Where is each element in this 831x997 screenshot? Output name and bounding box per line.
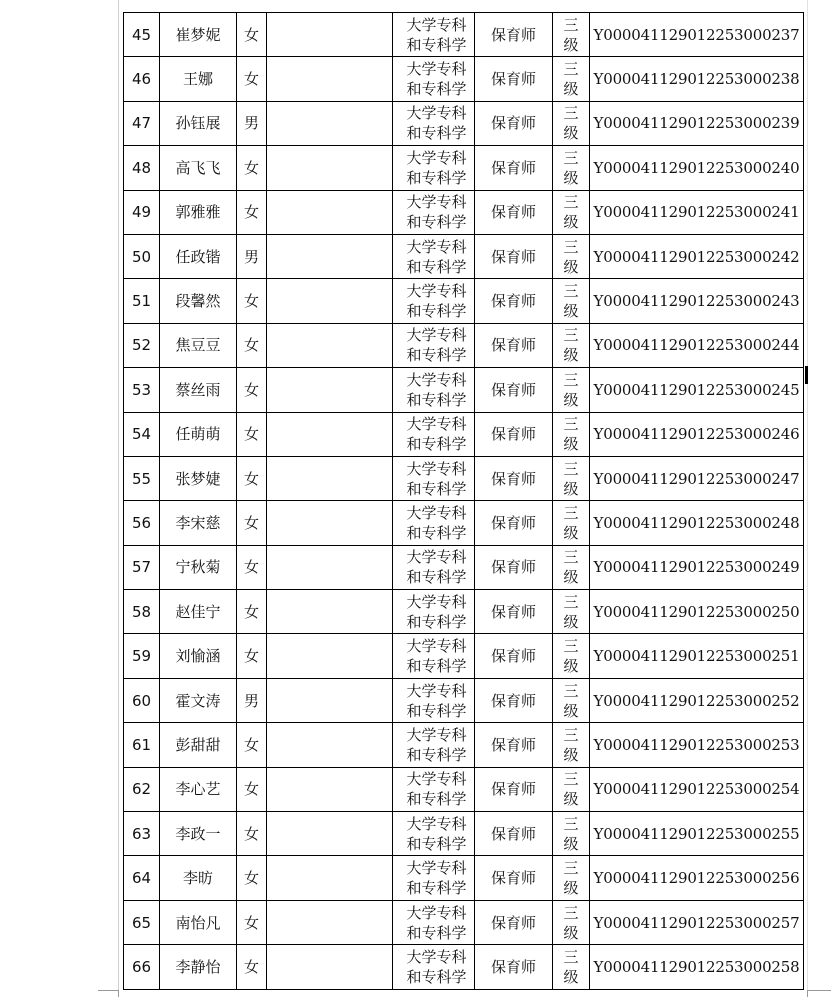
row-number-cell: 49 xyxy=(124,190,160,234)
education-cell xyxy=(393,101,475,145)
table-row xyxy=(124,190,804,234)
education-line: 大学专科 xyxy=(406,237,467,256)
education-cell xyxy=(393,900,475,944)
table-row xyxy=(124,590,804,634)
occupation-cell: 保育师 xyxy=(475,234,553,278)
education-line: 大学专科 xyxy=(406,592,467,611)
row-number-cell: 55 xyxy=(124,456,160,500)
gender-cell: 女 xyxy=(237,501,267,545)
education-line: 大学专科 xyxy=(406,326,467,345)
table-row xyxy=(124,368,804,412)
row-number-cell: 60 xyxy=(124,678,160,722)
level-character: 级 xyxy=(563,967,579,986)
education-line: 大学专科 xyxy=(406,104,467,123)
name-cell: 段馨然 xyxy=(160,279,237,323)
level-character: 三 xyxy=(563,370,579,389)
certificate-number-cell: Y000041129012253000238 xyxy=(590,57,804,101)
name-cell: 崔梦妮 xyxy=(160,13,237,57)
education-line: 大学专科 xyxy=(406,814,467,833)
level-character: 三 xyxy=(563,814,579,833)
name-cell: 王娜 xyxy=(160,57,237,101)
level-character: 级 xyxy=(563,879,579,898)
level-cell xyxy=(553,146,590,190)
education-cell xyxy=(393,945,475,989)
level-character: 级 xyxy=(563,257,579,276)
empty-cell xyxy=(267,856,393,900)
name-cell: 南怡凡 xyxy=(160,900,237,944)
gender-cell: 女 xyxy=(237,945,267,989)
level-cell xyxy=(553,412,590,456)
education-line: 大学专科 xyxy=(406,503,467,522)
gender-cell: 女 xyxy=(237,57,267,101)
row-number-cell: 47 xyxy=(124,101,160,145)
empty-cell xyxy=(267,146,393,190)
certificate-number-cell: Y000041129012253000247 xyxy=(590,456,804,500)
level-cell xyxy=(553,501,590,545)
occupation-cell: 保育师 xyxy=(475,190,553,234)
certificate-number-cell: Y000041129012253000248 xyxy=(590,501,804,545)
certificate-roster-table xyxy=(123,12,804,990)
level-cell xyxy=(553,856,590,900)
education-line: 和专科学 xyxy=(406,879,467,898)
education-line: 大学专科 xyxy=(406,282,467,301)
table-row xyxy=(124,545,804,589)
empty-cell xyxy=(267,456,393,500)
occupation-cell: 保育师 xyxy=(475,723,553,767)
certificate-number-cell: Y000041129012253000258 xyxy=(590,945,804,989)
gender-cell: 女 xyxy=(237,368,267,412)
gender-cell: 女 xyxy=(237,323,267,367)
name-cell: 李静怡 xyxy=(160,945,237,989)
name-cell: 孙钰展 xyxy=(160,101,237,145)
occupation-cell: 保育师 xyxy=(475,146,553,190)
education-line: 和专科学 xyxy=(406,790,467,809)
education-line: 和专科学 xyxy=(406,745,467,764)
education-line: 和专科学 xyxy=(406,124,467,143)
table-row xyxy=(124,501,804,545)
education-line: 和专科学 xyxy=(406,523,467,542)
level-character: 级 xyxy=(563,523,579,542)
name-cell: 彭甜甜 xyxy=(160,723,237,767)
education-line: 和专科学 xyxy=(406,435,467,454)
empty-cell xyxy=(267,767,393,811)
education-cell xyxy=(393,812,475,856)
level-character: 级 xyxy=(563,612,579,631)
level-cell xyxy=(553,634,590,678)
table-row xyxy=(124,856,804,900)
education-cell xyxy=(393,501,475,545)
certificate-number-cell: Y000041129012253000257 xyxy=(590,900,804,944)
level-character: 三 xyxy=(563,503,579,522)
name-cell: 李昉 xyxy=(160,856,237,900)
table-row xyxy=(124,456,804,500)
row-number-cell: 66 xyxy=(124,945,160,989)
level-character: 级 xyxy=(563,35,579,54)
gender-cell: 女 xyxy=(237,412,267,456)
table-row xyxy=(124,812,804,856)
name-cell: 张梦婕 xyxy=(160,456,237,500)
education-line: 和专科学 xyxy=(406,612,467,631)
level-cell xyxy=(553,678,590,722)
level-character: 级 xyxy=(563,923,579,942)
table-row xyxy=(124,900,804,944)
education-cell xyxy=(393,57,475,101)
gender-cell: 女 xyxy=(237,634,267,678)
empty-cell xyxy=(267,723,393,767)
education-line: 大学专科 xyxy=(406,15,467,34)
occupation-cell: 保育师 xyxy=(475,812,553,856)
table-row xyxy=(124,146,804,190)
level-character: 三 xyxy=(563,60,579,79)
education-cell xyxy=(393,590,475,634)
gender-cell: 女 xyxy=(237,856,267,900)
page-right-edge xyxy=(807,0,808,997)
education-cell xyxy=(393,678,475,722)
occupation-cell: 保育师 xyxy=(475,456,553,500)
certificate-number-cell: Y000041129012253000243 xyxy=(590,279,804,323)
row-number-cell: 53 xyxy=(124,368,160,412)
education-cell xyxy=(393,856,475,900)
gender-cell: 男 xyxy=(237,234,267,278)
empty-cell xyxy=(267,101,393,145)
education-cell xyxy=(393,545,475,589)
row-number-cell: 62 xyxy=(124,767,160,811)
table-row xyxy=(124,279,804,323)
level-character: 三 xyxy=(563,592,579,611)
row-number-cell: 45 xyxy=(124,13,160,57)
table-row xyxy=(124,678,804,722)
table-row xyxy=(124,634,804,678)
certificate-number-cell: Y000041129012253000250 xyxy=(590,590,804,634)
education-line: 和专科学 xyxy=(406,967,467,986)
level-character: 三 xyxy=(563,193,579,212)
occupation-cell: 保育师 xyxy=(475,368,553,412)
table-row xyxy=(124,412,804,456)
certificate-number-cell: Y000041129012253000254 xyxy=(590,767,804,811)
education-cell xyxy=(393,190,475,234)
occupation-cell: 保育师 xyxy=(475,323,553,367)
education-line: 大学专科 xyxy=(406,415,467,434)
level-character: 三 xyxy=(563,725,579,744)
certificate-number-cell: Y000041129012253000240 xyxy=(590,146,804,190)
occupation-cell: 保育师 xyxy=(475,856,553,900)
crop-mark-bottom-right-vertical xyxy=(807,990,808,997)
education-cell xyxy=(393,723,475,767)
row-number-cell: 63 xyxy=(124,812,160,856)
level-cell xyxy=(553,812,590,856)
education-line: 和专科学 xyxy=(406,568,467,587)
row-number-cell: 54 xyxy=(124,412,160,456)
level-character: 三 xyxy=(563,770,579,789)
certificate-number-cell: Y000041129012253000253 xyxy=(590,723,804,767)
certificate-number-cell: Y000041129012253000237 xyxy=(590,13,804,57)
level-cell xyxy=(553,945,590,989)
empty-cell xyxy=(267,368,393,412)
level-cell xyxy=(553,234,590,278)
name-cell: 焦豆豆 xyxy=(160,323,237,367)
gender-cell: 女 xyxy=(237,190,267,234)
table-row xyxy=(124,723,804,767)
row-number-cell: 48 xyxy=(124,146,160,190)
education-line: 大学专科 xyxy=(406,459,467,478)
level-character: 三 xyxy=(563,947,579,966)
level-character: 级 xyxy=(563,213,579,232)
education-cell xyxy=(393,456,475,500)
certificate-number-cell: Y000041129012253000242 xyxy=(590,234,804,278)
level-character: 级 xyxy=(563,834,579,853)
table-row xyxy=(124,945,804,989)
level-character: 级 xyxy=(563,390,579,409)
education-line: 大学专科 xyxy=(406,548,467,567)
text-cursor-marker xyxy=(805,366,808,384)
empty-cell xyxy=(267,323,393,367)
education-cell xyxy=(393,767,475,811)
level-character: 级 xyxy=(563,435,579,454)
education-line: 和专科学 xyxy=(406,479,467,498)
education-line: 和专科学 xyxy=(406,346,467,365)
level-cell xyxy=(553,723,590,767)
name-cell: 李心艺 xyxy=(160,767,237,811)
level-cell xyxy=(553,767,590,811)
level-character: 三 xyxy=(563,637,579,656)
name-cell: 任政锴 xyxy=(160,234,237,278)
empty-cell xyxy=(267,590,393,634)
level-cell xyxy=(553,590,590,634)
gender-cell: 女 xyxy=(237,590,267,634)
row-number-cell: 65 xyxy=(124,900,160,944)
education-line: 和专科学 xyxy=(406,168,467,187)
occupation-cell: 保育师 xyxy=(475,501,553,545)
name-cell: 蔡丝雨 xyxy=(160,368,237,412)
education-cell xyxy=(393,412,475,456)
education-line: 大学专科 xyxy=(406,903,467,922)
name-cell: 郭雅雅 xyxy=(160,190,237,234)
empty-cell xyxy=(267,900,393,944)
empty-cell xyxy=(267,545,393,589)
education-cell xyxy=(393,323,475,367)
empty-cell xyxy=(267,57,393,101)
empty-cell xyxy=(267,279,393,323)
certificate-number-cell: Y000041129012253000252 xyxy=(590,678,804,722)
education-line: 大学专科 xyxy=(406,947,467,966)
level-character: 级 xyxy=(563,302,579,321)
level-cell xyxy=(553,279,590,323)
gender-cell: 女 xyxy=(237,545,267,589)
education-cell xyxy=(393,279,475,323)
level-character: 级 xyxy=(563,346,579,365)
level-character: 级 xyxy=(563,701,579,720)
level-cell xyxy=(553,368,590,412)
occupation-cell: 保育师 xyxy=(475,13,553,57)
table-row xyxy=(124,57,804,101)
level-cell xyxy=(553,323,590,367)
page-left-edge xyxy=(118,0,119,997)
occupation-cell: 保育师 xyxy=(475,101,553,145)
level-character: 三 xyxy=(563,237,579,256)
level-cell xyxy=(553,57,590,101)
education-line: 大学专科 xyxy=(406,681,467,700)
gender-cell: 女 xyxy=(237,146,267,190)
roster-body xyxy=(124,13,804,990)
gender-cell: 男 xyxy=(237,678,267,722)
certificate-number-cell: Y000041129012253000246 xyxy=(590,412,804,456)
education-line: 和专科学 xyxy=(406,834,467,853)
name-cell: 赵佳宁 xyxy=(160,590,237,634)
empty-cell xyxy=(267,234,393,278)
education-line: 大学专科 xyxy=(406,725,467,744)
education-line: 大学专科 xyxy=(406,370,467,389)
level-character: 三 xyxy=(563,326,579,345)
name-cell: 高飞飞 xyxy=(160,146,237,190)
certificate-number-cell: Y000041129012253000239 xyxy=(590,101,804,145)
level-character: 级 xyxy=(563,479,579,498)
table-row xyxy=(124,234,804,278)
certificate-number-cell: Y000041129012253000256 xyxy=(590,856,804,900)
certificate-number-cell: Y000041129012253000255 xyxy=(590,812,804,856)
row-number-cell: 51 xyxy=(124,279,160,323)
level-character: 三 xyxy=(563,282,579,301)
education-line: 和专科学 xyxy=(406,701,467,720)
level-character: 级 xyxy=(563,568,579,587)
level-character: 级 xyxy=(563,790,579,809)
row-number-cell: 59 xyxy=(124,634,160,678)
education-line: 和专科学 xyxy=(406,80,467,99)
row-number-cell: 61 xyxy=(124,723,160,767)
certificate-number-cell: Y000041129012253000249 xyxy=(590,545,804,589)
occupation-cell: 保育师 xyxy=(475,412,553,456)
crop-mark-bottom-left-vertical xyxy=(118,990,119,997)
education-line: 和专科学 xyxy=(406,390,467,409)
certificate-number-cell: Y000041129012253000245 xyxy=(590,368,804,412)
name-cell: 李宋慈 xyxy=(160,501,237,545)
level-character: 三 xyxy=(563,548,579,567)
education-cell xyxy=(393,634,475,678)
name-cell: 刘愉涵 xyxy=(160,634,237,678)
level-character: 三 xyxy=(563,859,579,878)
occupation-cell: 保育师 xyxy=(475,767,553,811)
gender-cell: 女 xyxy=(237,900,267,944)
row-number-cell: 57 xyxy=(124,545,160,589)
education-line: 大学专科 xyxy=(406,770,467,789)
table-row xyxy=(124,13,804,57)
row-number-cell: 52 xyxy=(124,323,160,367)
occupation-cell: 保育师 xyxy=(475,590,553,634)
gender-cell: 女 xyxy=(237,13,267,57)
table-row xyxy=(124,767,804,811)
empty-cell xyxy=(267,945,393,989)
education-line: 和专科学 xyxy=(406,213,467,232)
gender-cell: 女 xyxy=(237,456,267,500)
level-character: 三 xyxy=(563,415,579,434)
row-number-cell: 58 xyxy=(124,590,160,634)
education-line: 和专科学 xyxy=(406,657,467,676)
occupation-cell: 保育师 xyxy=(475,945,553,989)
name-cell: 宁秋菊 xyxy=(160,545,237,589)
education-line: 和专科学 xyxy=(406,302,467,321)
name-cell: 霍文涛 xyxy=(160,678,237,722)
crop-mark-bottom-left xyxy=(98,990,119,991)
level-character: 三 xyxy=(563,903,579,922)
empty-cell xyxy=(267,412,393,456)
empty-cell xyxy=(267,634,393,678)
gender-cell: 女 xyxy=(237,279,267,323)
name-cell: 李政一 xyxy=(160,812,237,856)
occupation-cell: 保育师 xyxy=(475,900,553,944)
level-character: 三 xyxy=(563,681,579,700)
education-line: 大学专科 xyxy=(406,859,467,878)
row-number-cell: 46 xyxy=(124,57,160,101)
empty-cell xyxy=(267,190,393,234)
level-cell xyxy=(553,456,590,500)
certificate-number-cell: Y000041129012253000241 xyxy=(590,190,804,234)
education-line: 和专科学 xyxy=(406,923,467,942)
level-cell xyxy=(553,13,590,57)
education-cell xyxy=(393,146,475,190)
occupation-cell: 保育师 xyxy=(475,279,553,323)
education-cell xyxy=(393,234,475,278)
level-character: 级 xyxy=(563,80,579,99)
education-line: 大学专科 xyxy=(406,193,467,212)
empty-cell xyxy=(267,678,393,722)
level-character: 三 xyxy=(563,459,579,478)
empty-cell xyxy=(267,13,393,57)
education-line: 和专科学 xyxy=(406,35,467,54)
gender-cell: 女 xyxy=(237,767,267,811)
row-number-cell: 64 xyxy=(124,856,160,900)
row-number-cell: 50 xyxy=(124,234,160,278)
education-line: 和专科学 xyxy=(406,257,467,276)
row-number-cell: 56 xyxy=(124,501,160,545)
name-cell: 任萌萌 xyxy=(160,412,237,456)
certificate-number-cell: Y000041129012253000244 xyxy=(590,323,804,367)
level-cell xyxy=(553,190,590,234)
gender-cell: 女 xyxy=(237,723,267,767)
empty-cell xyxy=(267,812,393,856)
occupation-cell: 保育师 xyxy=(475,57,553,101)
table-row xyxy=(124,323,804,367)
level-cell xyxy=(553,900,590,944)
level-character: 三 xyxy=(563,104,579,123)
certificate-number-cell: Y000041129012253000251 xyxy=(590,634,804,678)
level-character: 三 xyxy=(563,148,579,167)
level-cell xyxy=(553,101,590,145)
level-character: 三 xyxy=(563,15,579,34)
occupation-cell: 保育师 xyxy=(475,678,553,722)
level-character: 级 xyxy=(563,168,579,187)
empty-cell xyxy=(267,501,393,545)
gender-cell: 男 xyxy=(237,101,267,145)
education-cell xyxy=(393,13,475,57)
level-cell xyxy=(553,545,590,589)
occupation-cell: 保育师 xyxy=(475,634,553,678)
level-character: 级 xyxy=(563,657,579,676)
education-cell xyxy=(393,368,475,412)
table-row xyxy=(124,101,804,145)
gender-cell: 女 xyxy=(237,812,267,856)
education-line: 大学专科 xyxy=(406,148,467,167)
occupation-cell: 保育师 xyxy=(475,545,553,589)
crop-mark-bottom-right xyxy=(807,990,831,991)
level-character: 级 xyxy=(563,124,579,143)
education-line: 大学专科 xyxy=(406,637,467,656)
education-line: 大学专科 xyxy=(406,60,467,79)
level-character: 级 xyxy=(563,745,579,764)
